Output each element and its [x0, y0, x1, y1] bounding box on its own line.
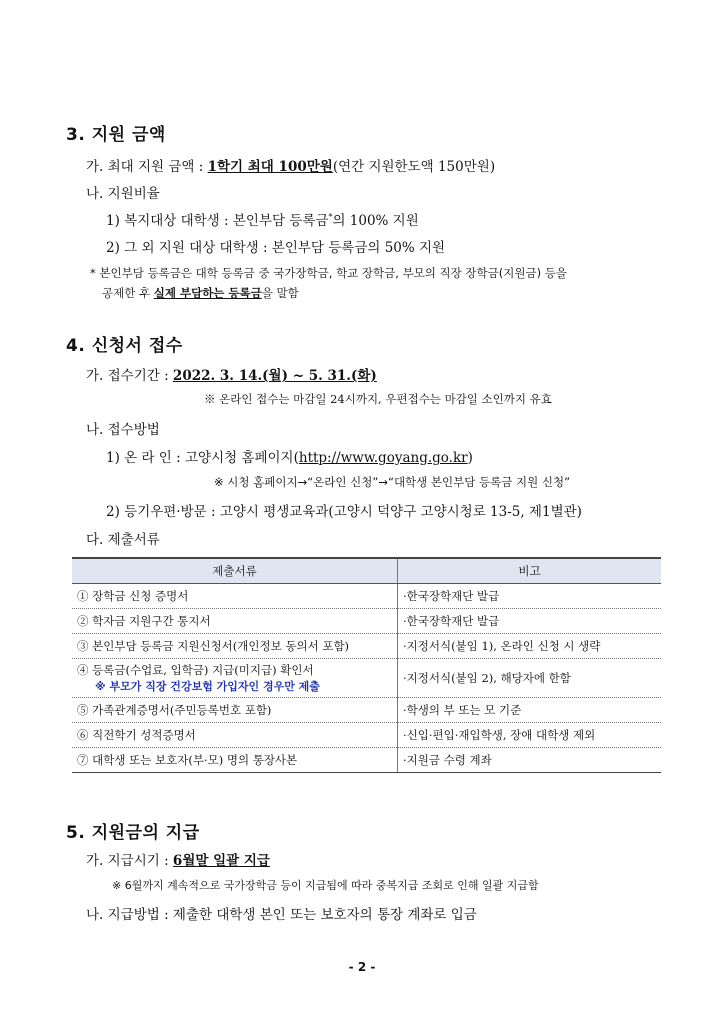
section4-title: 4. 신청서 접수: [66, 336, 183, 356]
section3-footnote-line1: * 본인부담 등록금은 대학 등록금 중 국가장학금, 학교 장학금, 부모의 직장 장학금(지원금) 등을: [90, 266, 567, 280]
section3-footnote-line2: 공제한 후 실제 부담하는 등록금을 말함: [102, 286, 299, 300]
table-header-note: 비고: [398, 558, 662, 584]
table-row: ④ 등록금(수업료, 입학금) 지급(미지급) 확인서 ※ 부모가 직장 건강보험 가입자인 경우만 제출 ·지정서식(붙임 2), 해당자에 한함: [72, 659, 661, 698]
section4-online-path: ※ 시청 홈페이지→“온라인 신청”→“대학생 본인부담 등록금 지원 신청”: [214, 475, 571, 489]
table-row: ② 학자금 지원구간 통지서 ·한국장학재단 발급: [72, 609, 661, 634]
section3-ratio-item2: 2) 그 외 지원 대상 대학생 : 본인부담 등록금의 50% 지원: [106, 240, 446, 256]
section4-online: 1) 온 라 인 : 고양시청 홈페이지(http://www.goyang.go.kr): [106, 450, 473, 466]
table-row: ③ 본인부담 등록금 지원신청서(개인정보 동의서 포함) ·지정서식(붙임 1), 온라인 신청 시 생략: [72, 634, 661, 659]
table-row: ⑥ 직전학기 성적증명서 ·신입·편입·재입학생, 장애 대학생 제외: [72, 723, 661, 748]
homepage-link[interactable]: http://www.goyang.go.kr: [298, 450, 468, 466]
section3-title: 3. 지원 금액: [66, 125, 166, 145]
section5-title: 5. 지원금의 지급: [66, 823, 200, 843]
section5-timing-note: ※ 6월까지 계속적으로 국가장학금 등이 지급됨에 따라 중복지급 조회로 인해 일괄 지급함: [112, 879, 539, 892]
section3-ratio-item1: 1) 복지대상 대학생 : 본인부담 등록금*의 100% 지원: [106, 212, 419, 229]
section5-timing: 가. 지급시기 : 6월말 일괄 지급: [86, 853, 270, 869]
page-number: - 2 -: [348, 960, 376, 974]
table-row-warning: ※ 부모가 직장 건강보험 가입자인 경우만 제출: [95, 680, 320, 693]
section4-period: 가. 접수기간 : 2022. 3. 14.(월) ~ 5. 31.(화): [86, 368, 377, 384]
section3-max-amount: 가. 최대 지원 금액 : 1학기 최대 100만원(연간 지원한도액 150만원): [86, 159, 496, 175]
section3-ratio-heading: 나. 지원비율: [86, 186, 160, 202]
documents-table: [72, 557, 661, 773]
table-row: ⑦ 대학생 또는 보호자(부·모) 명의 통장사본 ·지원금 수령 계좌: [72, 748, 661, 773]
table-header-doc: 제출서류: [72, 558, 398, 584]
section5-method: 나. 지급방법 : 제출한 대학생 본인 또는 보호자의 통장 계좌로 입금: [86, 907, 477, 923]
section4-period-note: ※ 온라인 접수는 마감일 24시까지, 우편접수는 마감일 소인까지 유효: [204, 392, 552, 406]
section4-mail: 2) 등기우편·방문 : 고양시 평생교육과(고양시 덕양구 고양시청로 13-5, 제1별관): [106, 504, 582, 520]
table-row: ① 장학금 신청 증명서 ·한국장학재단 발급: [72, 584, 661, 609]
section4-documents-heading: 다. 제출서류: [86, 532, 160, 548]
table-row: ⑤ 가족관계증명서(주민등록번호 포함) ·학생의 부 또는 모 기준: [72, 698, 661, 723]
section4-method-heading: 나. 접수방법: [86, 422, 160, 438]
